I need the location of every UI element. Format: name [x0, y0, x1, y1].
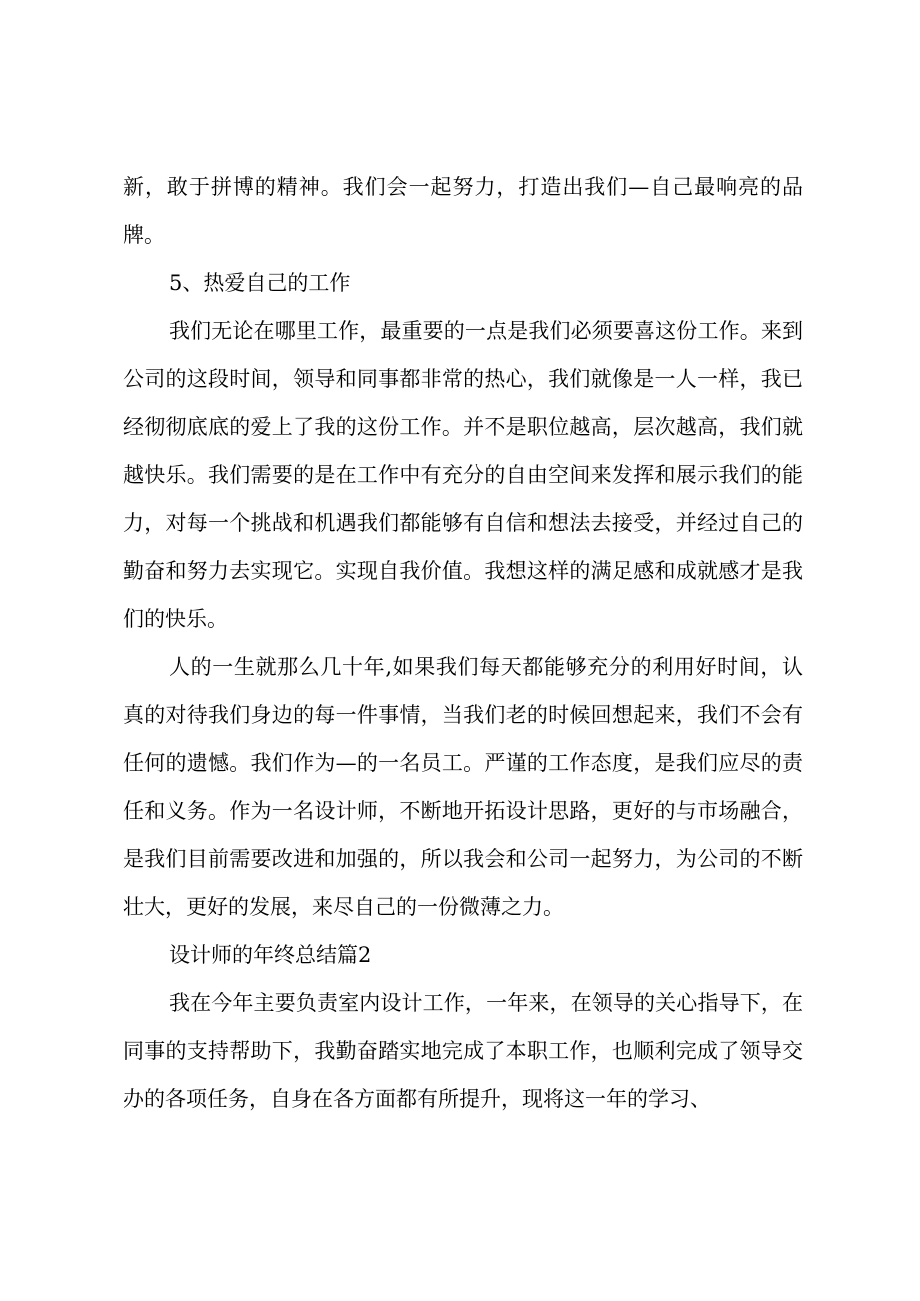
section-heading-summary-2: 设计师的年终总结篇2 — [169, 943, 372, 967]
section-heading-love-work: 5、热爱自己的工作 — [169, 271, 351, 295]
paragraph-intro-continuation: 新，敢于拼博的精神。我们会一起努力，打造出我们—自己最响亮的品牌。 — [123, 175, 803, 247]
paragraph-love-work: 我们无论在哪里工作，最重要的一点是我们必须要喜这份工作。来到公司的这段时间，领导和同事都非常的热心，我们就像是一人一样，我已经彻彻底底的爱上了我的这份工作。并不是职位越高，层次越高，我们就越快乐。我们需要的是在工作中有充分的自由空间来发挥和展示我们的能力，对每一个挑战和机遇我们都能够有自信和想法去接受，并经过自己的勤奋和努力去实现它。实现自我价值。我想这样的满足感和成就感才是我们的快乐。 — [123, 319, 803, 631]
paragraph-life-attitude: 人的一生就那么几十年,如果我们每天都能够充分的利用好时间，认真的对待我们身边的每一件事情，当我们老的时候回想起来，我们不会有任何的遗憾。我们作为—的一名员工。严谨的工作态度，是我们应尽的责任和义务。作为一名设计师，不断地开拓设计思路，更好的与市场融合，是我们目前需要改进和加强的，所以我会和公司一起努力，为公司的不断壮大，更好的发展，来尽自己的一份微薄之力。 — [123, 655, 803, 919]
document-body — [123, 163, 803, 1123]
paragraph-summary-2-intro: 我在今年主要负责室内设计工作，一年来，在领导的关心指导下，在同事的支持帮助下，我勤奋踏实地完成了本职工作，也顺利完成了领导交办的各项任务，自身在各方面都有所提升，现将这一年的学习、 — [123, 991, 803, 1111]
